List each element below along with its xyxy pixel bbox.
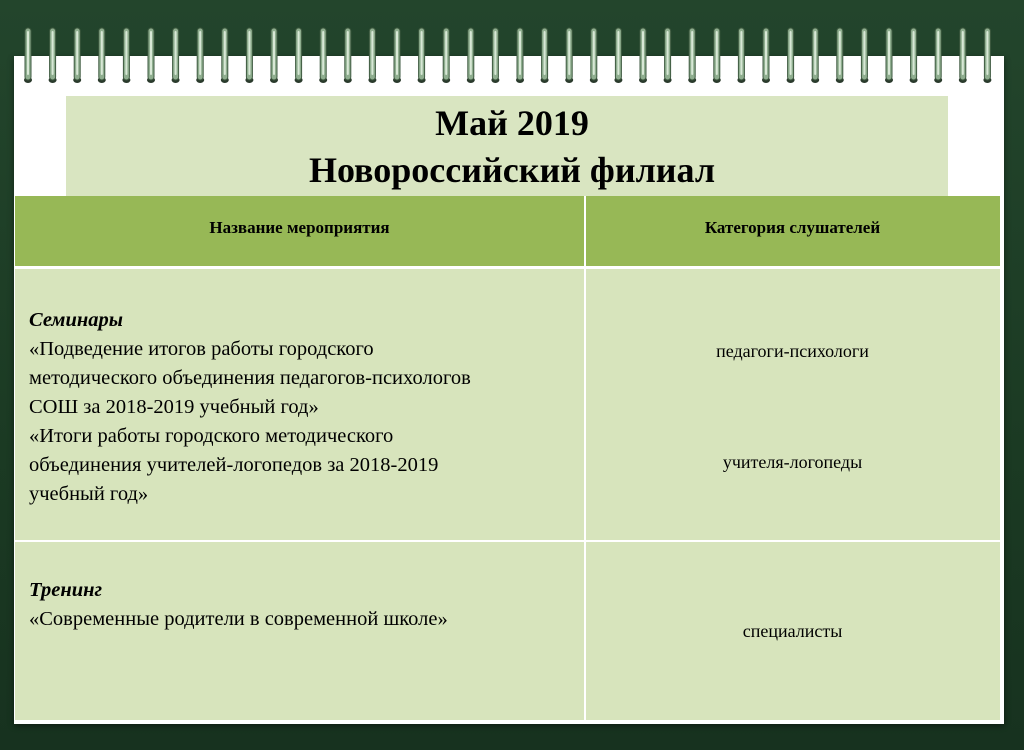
event-line: СОШ за 2018-2019 учебный год»	[29, 396, 319, 418]
audience-category: учителя-логопеды	[722, 452, 863, 472]
audience-category: педагоги-психологи	[716, 341, 869, 361]
page-subtitle: Новороссийский филиал	[308, 150, 716, 190]
audience-category: специалисты	[742, 621, 843, 641]
header-audience: Категория слушателей	[704, 218, 881, 237]
row-divider	[15, 540, 1000, 542]
event-line: «Современные родители в современной школе»	[29, 608, 448, 630]
event-line: «Подведение итогов работы городского	[29, 338, 374, 360]
page-title: Май 2019	[435, 103, 589, 143]
event-type: Тренинг	[29, 579, 103, 601]
event-line: объединения учителей-логопедов за 2018-2019	[29, 454, 439, 476]
table-row	[29, 576, 448, 634]
event-line: методического объединения педагогов-психологов	[29, 367, 471, 389]
event-line: «Итоги работы городского методического	[29, 425, 394, 447]
header-event-name: Название мероприятия	[209, 218, 390, 237]
event-line: учебный год»	[29, 483, 149, 505]
event-type: Семинары	[29, 309, 123, 331]
events-table	[14, 196, 1000, 720]
table-row	[29, 306, 471, 509]
